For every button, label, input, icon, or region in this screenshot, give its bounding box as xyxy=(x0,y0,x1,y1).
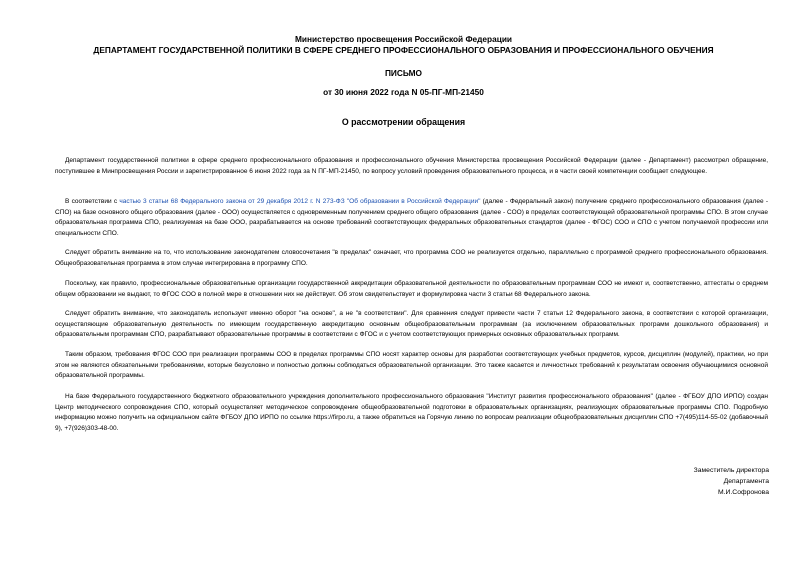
paragraph-text: (далее - Федеральный закон) получение среднего профессионального образования (далее - СПО) на базе основного общего образования (далее - ООО) осуществляется с одновременным получением среднего общего образования (далее - СОО) в пределах соответствующей образовательной программы СПО. В этом случае образовательная программа СПО, реализуемая на базе ООО, разрабатывается на основе требований соответствующих федеральных образовательных стандартов (далее - ФГОС) СОО и СПО с учетом получаемой профессии или специальности СПО. xyxy=(55,198,768,237)
paragraph-contacts: На базе Федерального государственного бюджетного образовательного учреждения дополнительного профессионального образования "Институт развития профессионального образования" (далее - ФГБОУ ДПО ИРПО) создан Центр методического сопровождения СПО, который осуществляет методическое сопровождение общеобразовательной подготовки в образовательных организациях, реализующих образовательные программы СПО. Подробную информацию можно получить на официальном сайте ФГБОУ ДПО ИРПО по ссылке https://firpo.ru, а также обратиться на Горячую линию по вопросам реализации общеобразовательных дисциплин СПО +7(495)114-55-02 (добавочный 9), +7(926)303-48-00. xyxy=(55,393,768,432)
document-type: ПИСЬМО xyxy=(384,68,423,78)
law-reference-link[interactable]: частью 3 статьи 68 Федерального закона от 29 декабря 2012 г. N 273-ФЗ "Об образовании в Российской Федерации" xyxy=(119,198,481,205)
paragraph-conclusion: Таким образом, требования ФГОС СОО при реализации программы СОО в пределах программы СПО носят характер основы для разработки соответствующих учебных предметов, курсов, дисциплин (модулей), практики, но при этом не являются обязательными требованиями, которые безусловно и полностью должны соблюдаться образовательной организации. Это также касается и личностных требований к результатам освоения обучающимися основной образовательной программы. xyxy=(55,351,768,379)
document-subject: О рассмотрении обращения xyxy=(341,117,466,127)
signature-position: Заместитель директора xyxy=(693,467,769,474)
signature-department: Департамента xyxy=(723,478,769,485)
department-title: ДЕПАРТАМЕНТ ГОСУДАРСТВЕННОЙ ПОЛИТИКИ В СФЕРЕ СРЕДНЕГО ПРОФЕССИОНАЛЬНОГО ОБРАЗОВАНИЯ И ПРОФЕССИОНАЛЬНОГО ОБУЧЕНИЯ xyxy=(93,45,714,55)
paragraph-text: В соответствии с xyxy=(65,198,120,205)
paragraph-intro: Департамент государственной политики в сфере среднего профессионального образования и профессионального обучения Министерства просвещения Российской Федерации (далее - Департамент) рассмотрел обращение, поступившее в Минпросвещения России и зарегистрированное 6 июня 2022 года за N ПГ-МП-21450, по вопросу условий проведения образовательного процесса, и в части своей компетенции сообщает следующее. xyxy=(55,157,768,175)
document-date-number: от 30 июня 2022 года N 05-ПГ-МП-21450 xyxy=(323,87,484,97)
paragraph-legal-basis xyxy=(55,197,768,239)
paragraph-on-basis: Следует обратить внимание, что законодатель использует именно оборот "на основе", а не "в соответствии". Для сравнения следует привести части 7 статьи 12 Федерального закона, в соответствии с которой организации, осуществляющие образовательную деятельность по имеющим государственную аккредитацию основным общеобразовательным программам (за исключением образовательных программ дошкольного образования) и образовательным программам СПО, разрабатывают образовательные программы в соответствии с ФГОС и с учетом соответствующих примерных основных образовательных программ. xyxy=(55,310,768,338)
signature-name: М.И.Софронова xyxy=(717,489,769,496)
paragraph-within-limits: Следует обратить внимание на то, что использование законодателем словосочетания "в пределах" означает, что программа СОО не реализуется отдельно, параллельно с программой среднего профессионального образования. Общеобразовательная программа в этом случае интегрирована в программу СПО. xyxy=(55,249,768,267)
ministry-title: Министерство просвещения Российской Федерации xyxy=(294,34,513,44)
paragraph-accreditation: Поскольку, как правило, профессиональные образовательные организации государственной аккредитации образовательной деятельности по образовательным программам СОО не имеют и, соответственно, аттестаты о среднем общем образовании не выдают, то ФГОС СОО в полной мере в отношении них не действует. Об этом свидетельствует и формулировка части 3 статьи 68 Федерального закона. xyxy=(55,280,768,298)
